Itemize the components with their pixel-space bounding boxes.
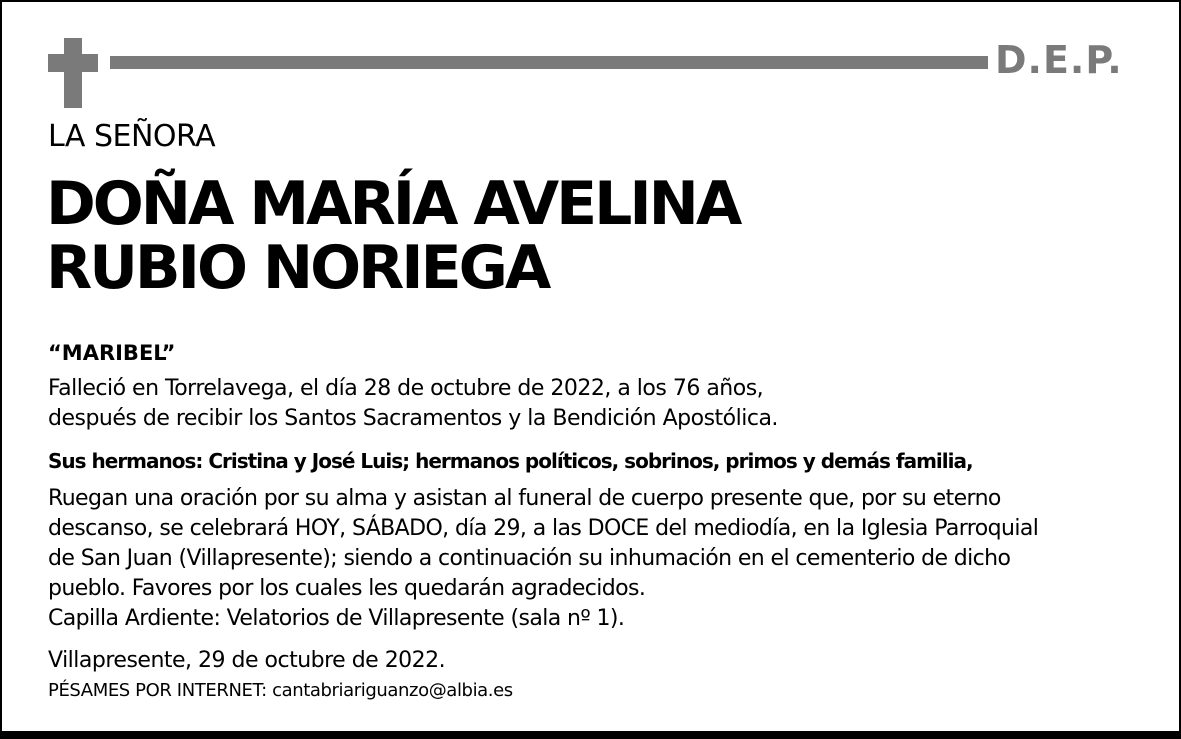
dep-label: D.E.P. <box>995 38 1123 82</box>
death-paragraph <box>48 374 778 434</box>
cross-icon <box>48 38 98 108</box>
internet-condolences: PÉSAMES POR INTERNET: cantabriariguanzo@albia.es <box>48 680 513 701</box>
name-line-1: DOÑA MARÍA AVELINA <box>46 169 740 239</box>
funeral-line: descanso, se celebrará HOY, SÁBADO, día 29, a las DOCE del mediodía, en la Iglesia Parroquial <box>48 516 1039 541</box>
family-line: Sus hermanos: Cristina y José Luis; hermanos políticos, sobrinos, primos y demás familia, <box>48 449 973 473</box>
header-rule <box>110 56 988 69</box>
nickname: “MARIBEL” <box>48 341 176 365</box>
title-lead: LA SEÑORA <box>48 119 216 154</box>
funeral-line: pueblo. Favores por los cuales les quedarán agradecidos. <box>48 576 646 601</box>
funeral-line: Ruegan una oración por su alma y asistan al funeral de cuerpo presente que, por su eterno <box>48 486 1001 511</box>
place-date: Villapresente, 29 de octubre de 2022. <box>48 648 446 673</box>
chapel-line: Capilla Ardiente: Velatorios de Villapresente (sala nº 1). <box>48 606 625 631</box>
funeral-paragraph <box>48 484 1038 634</box>
deceased-name <box>46 169 740 303</box>
death-line-2: después de recibir los Santos Sacramentos y la Bendición Apostólica. <box>48 406 778 431</box>
funeral-line: de San Juan (Villapresente); siendo a continuación su inhumación en el cementerio de dicho <box>48 546 1011 571</box>
name-line-2: RUBIO NORIEGA <box>46 233 549 303</box>
death-line-1: Falleció en Torrelavega, el día 28 de octubre de 2022, a los 76 años, <box>48 376 764 401</box>
